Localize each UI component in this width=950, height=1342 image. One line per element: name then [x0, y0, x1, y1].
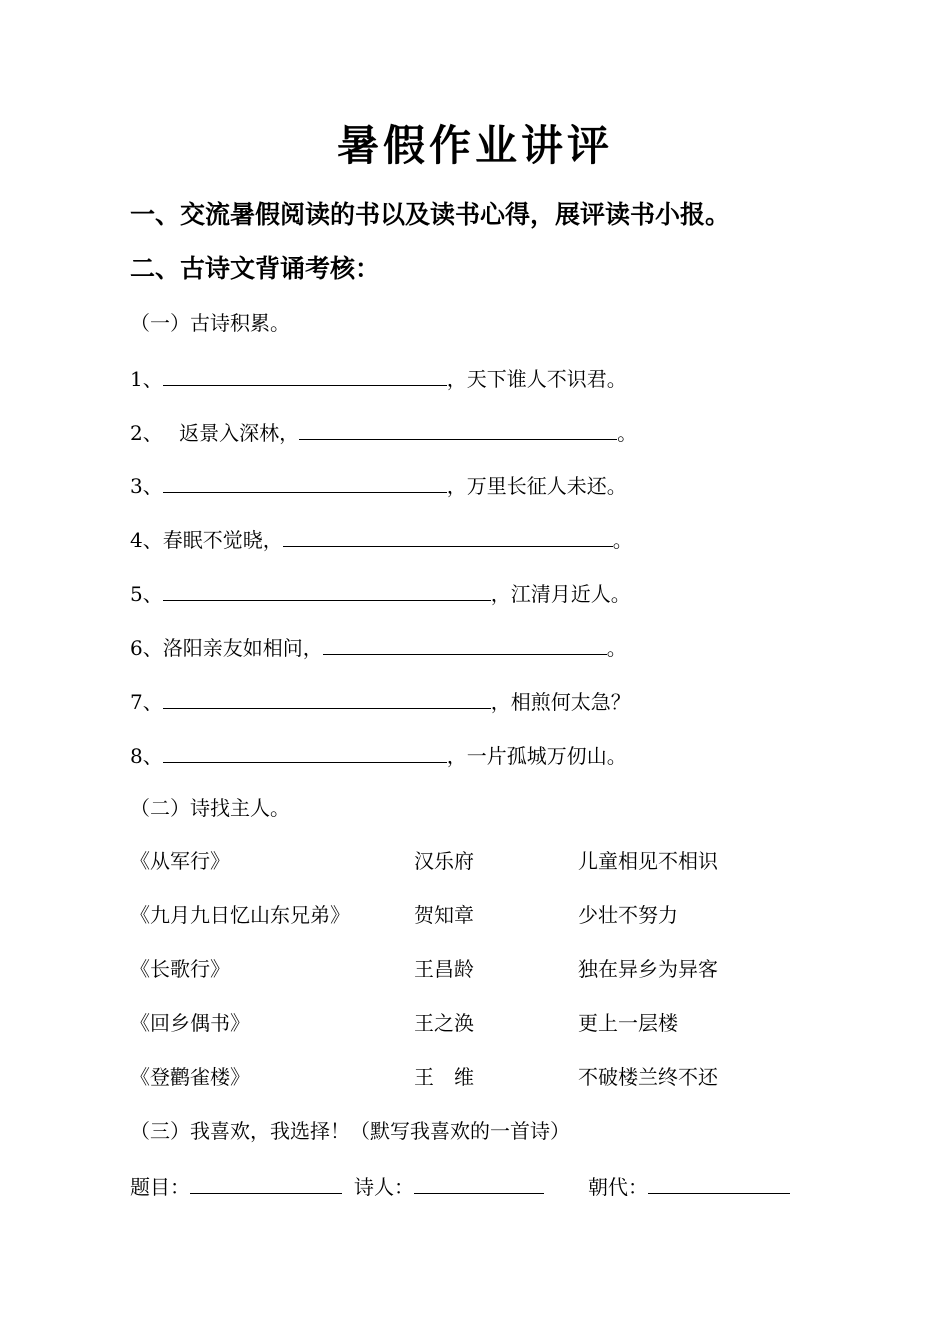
poem-title: 《从军行》: [130, 849, 230, 873]
answer-blank[interactable]: [163, 686, 491, 709]
item-after: ，相煎何太急？: [490, 690, 631, 714]
dynasty-label: 朝代：: [588, 1175, 648, 1199]
item-after: ，万里长征人未还。: [446, 474, 627, 498]
poem-line: 独在异乡为异客: [578, 957, 718, 981]
poem-line: 儿童相见不相识: [578, 849, 718, 873]
fill-item-2: [130, 417, 637, 447]
item-after: 。: [617, 421, 638, 445]
section-1-heading: 一、交流暑假阅读的书以及读书心得，展评读书小报。: [130, 200, 731, 229]
poet-blank[interactable]: [414, 1171, 544, 1194]
poet-label: 诗人：: [354, 1175, 414, 1199]
part-1-heading: （一）古诗积累。: [130, 311, 290, 335]
answer-blank[interactable]: [163, 470, 447, 493]
poem-author: 王之涣: [414, 1011, 474, 1035]
fill-item-4: [130, 524, 633, 554]
dynasty-blank[interactable]: [648, 1171, 790, 1194]
fill-item-5: [130, 578, 631, 608]
poem-line: 少壮不努力: [578, 903, 678, 927]
poem-author: 王 维: [414, 1065, 474, 1089]
answer-blank[interactable]: [323, 632, 607, 655]
item-after: 。: [606, 636, 627, 660]
answer-blank[interactable]: [299, 417, 617, 440]
page-title: 暑假作业讲评: [336, 121, 613, 170]
poem-author: 王昌龄: [414, 957, 474, 981]
item-before: 洛阳亲友如相问，: [162, 636, 323, 660]
item-before: 春眠不觉晓，: [162, 528, 283, 552]
item-after: ，一片孤城万仞山。: [446, 744, 627, 768]
favorite-poem-form: [130, 1171, 790, 1201]
section-2-heading: 二、古诗文背诵考核：: [130, 254, 381, 283]
title-blank[interactable]: [190, 1171, 342, 1194]
item-after: ，天下谁人不识君。: [446, 367, 627, 391]
item-number: 7、: [130, 690, 163, 714]
answer-blank[interactable]: [283, 524, 613, 547]
item-number: 2、: [130, 421, 163, 445]
item-number: 3、: [130, 474, 163, 498]
fill-item-6: [130, 632, 627, 662]
part-3-heading: （三）我喜欢，我选择！（默写我喜欢的一首诗）: [130, 1119, 570, 1143]
poem-title: 《回乡偶书》: [130, 1011, 250, 1035]
poem-title: 《登鹳雀楼》: [130, 1065, 250, 1089]
fill-item-3: [130, 470, 627, 500]
poem-author: 贺知章: [414, 903, 474, 927]
item-number: 8、: [130, 744, 163, 768]
answer-blank[interactable]: [163, 363, 447, 386]
item-after: 。: [612, 528, 633, 552]
poem-title: 《长歌行》: [130, 957, 230, 981]
poem-line: 不破楼兰终不还: [578, 1065, 718, 1089]
item-number: 4、: [130, 528, 163, 552]
answer-blank[interactable]: [163, 740, 447, 763]
part-2-heading: （二）诗找主人。: [130, 796, 290, 820]
title-label: 题目：: [130, 1175, 190, 1199]
fill-item-7: [130, 686, 631, 716]
item-before: 返景入深林，: [172, 421, 300, 445]
item-number: 6、: [130, 636, 163, 660]
item-number: 5、: [130, 582, 163, 606]
poem-title: 《九月九日忆山东兄弟》: [130, 903, 350, 927]
item-number: 1、: [130, 367, 163, 391]
item-after: ，江清月近人。: [490, 582, 631, 606]
answer-blank[interactable]: [163, 578, 491, 601]
fill-item-1: [130, 363, 627, 393]
fill-item-8: [130, 740, 627, 770]
poem-line: 更上一层楼: [578, 1011, 678, 1035]
poem-author: 汉乐府: [414, 849, 474, 873]
